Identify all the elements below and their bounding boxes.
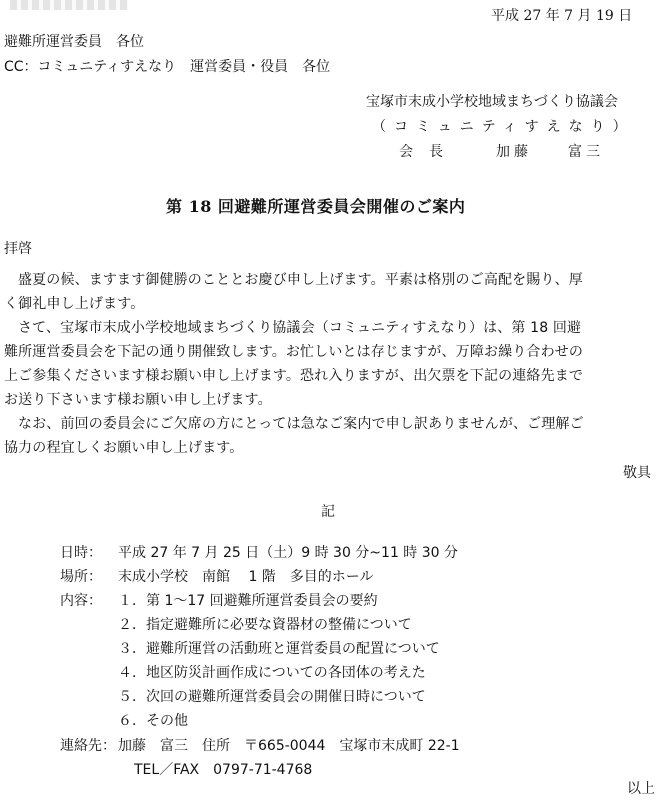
agenda-item: ２．指定避難所に必要な資器材の整備について	[118, 617, 412, 633]
sender-title: 会長	[399, 144, 459, 160]
paragraph-line-1: 盛夏の候、ますます御健勝のこととお慶び申し上げます。平素は格別のご高配を賜り、厚	[18, 272, 583, 288]
place-label: 場所：	[60, 569, 102, 585]
agenda-item: ５．次回の避難所運営委員会の開催日時について	[118, 689, 426, 705]
contact-address: 加藤 富三 住所 〒665-0044 宝塚市末成町 22-1	[118, 738, 460, 754]
paragraph-line-3: さて、宝塚市末成小学校地域まちづくり協議会（コミュニティすえなり）は、第 18 回避	[18, 320, 582, 336]
contact-label: 連絡先：	[60, 738, 116, 754]
paragraph-line-2: く御礼申し上げます。	[4, 296, 145, 312]
salutation: 拝啓	[4, 241, 32, 257]
datetime-value: 平成 27 年 7 月 25 日（土）9 時 30 分~11 時 30 分	[118, 545, 459, 561]
agenda-item: ３．避難所運営の活動班と運営委員の配置について	[118, 641, 440, 657]
paragraph-line-7: なお、前回の委員会にご欠席の方にとっては急なご案内で申し訳ありませんが、ご理解ご	[18, 416, 584, 432]
agenda-item: ４．地区防災計画作成についての各団体の考えた	[118, 665, 426, 681]
scan-artifact	[10, 0, 128, 10]
sender-name: 加藤 富三	[496, 144, 604, 160]
agenda-item: ６．その他	[118, 713, 188, 729]
paragraph-line-4: 難所運営委員会を下記の通り開催致します。お忙しいとは存じますが、万障お繰り合わせの	[4, 344, 584, 360]
end-mark: 以上	[627, 781, 655, 797]
document-date: 平成 27 年 7 月 19 日	[491, 8, 633, 24]
datetime-label: 日時：	[60, 545, 102, 561]
sender-organization: 宝塚市末成小学校地域まちづくり協議会	[366, 94, 618, 110]
paragraph-line-6: お送り下さいます様お願い申し上げます。	[4, 392, 272, 408]
recipient-line-1: 避難所運営委員 各位	[4, 34, 144, 50]
content-label: 内容：	[60, 593, 102, 609]
ki-heading: 記	[321, 504, 335, 520]
place-value: 末成小学校 南館 1 階 多目的ホール	[118, 569, 374, 585]
paragraph-line-5: 上ご参集くださいます様お願い申し上げます。恐れ入りますが、出欠票を下記の連絡先まで	[4, 368, 584, 384]
recipient-line-2: CC：コミュニティすえなり 運営委員・役員 各位	[4, 59, 331, 75]
paragraph-line-8: 協力の程宜しくお願い申し上げます。	[4, 440, 244, 456]
contact-phone: TEL／FAX 0797-71-4768	[134, 762, 313, 778]
sender-organization-alias: （コミュニティすえなり）	[372, 119, 635, 135]
closing: 敬具	[623, 465, 651, 481]
agenda-item: １．第 1～17 回避難所運営委員会の要約	[118, 593, 378, 609]
page-title: 第 18 回避難所運営委員会開催のご案内	[166, 197, 466, 216]
